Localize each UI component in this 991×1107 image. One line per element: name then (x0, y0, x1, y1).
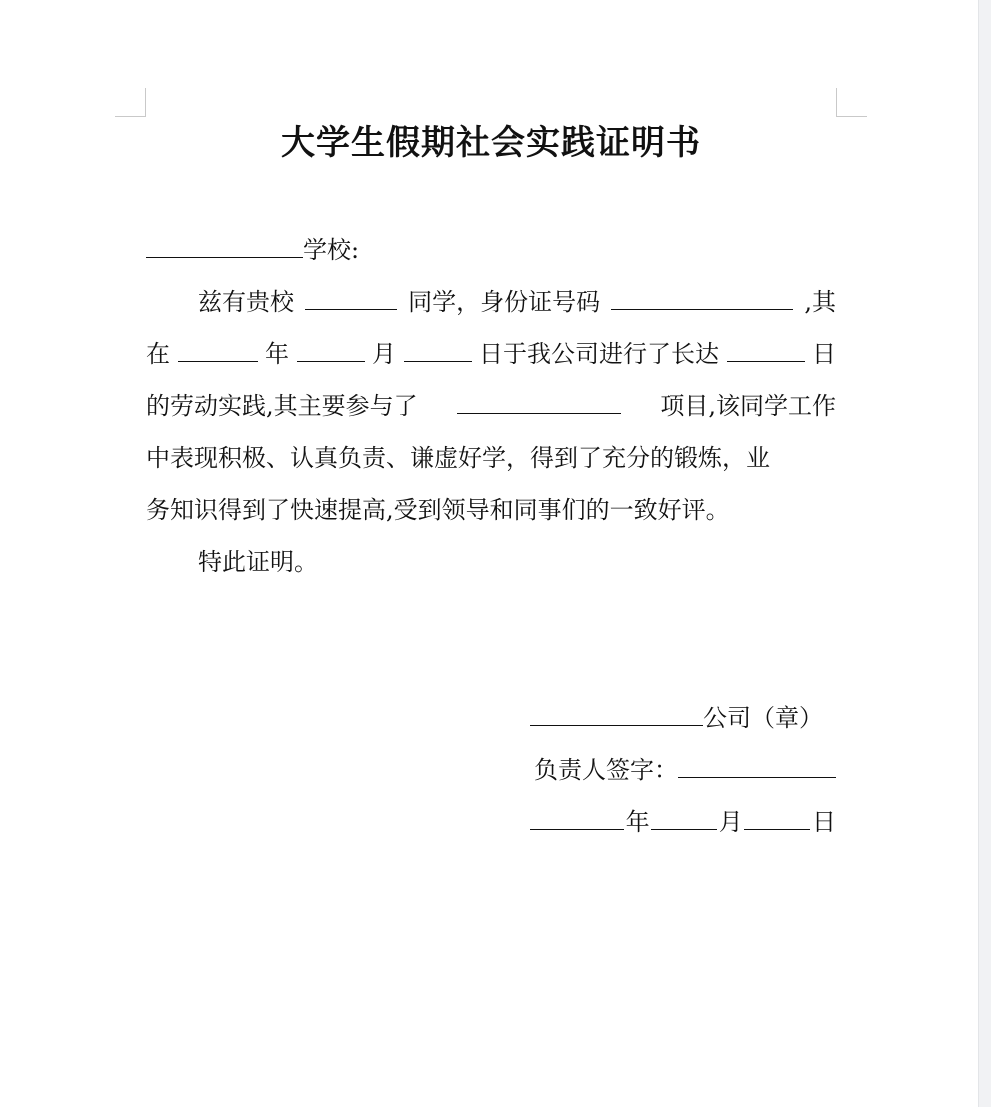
body-text: 日 (812, 340, 836, 368)
sign-year-label: 年 (625, 808, 650, 836)
school-line (146, 232, 836, 268)
sign-day-label: 日 (811, 808, 836, 836)
body-line-4: 中表现积极、认真负责、谦虚好学，得到了充分的锻炼，业 (146, 444, 770, 472)
sign-day-blank[interactable] (744, 805, 810, 830)
company-stamp-line (530, 700, 836, 736)
signer-signature-blank[interactable] (678, 753, 836, 778)
signature-date-line (530, 804, 836, 840)
sign-month-blank[interactable] (651, 805, 717, 830)
body-line-1 (146, 284, 836, 320)
company-stamp-label: 公司（章） (703, 704, 823, 732)
sign-year-blank[interactable] (530, 805, 624, 830)
vertical-scrollbar[interactable] (978, 0, 991, 1107)
student-name-blank[interactable] (305, 285, 397, 310)
body-text: 同学，身份证号码 (408, 288, 601, 316)
margin-corner-top-left (115, 88, 146, 117)
start-month-blank[interactable] (297, 337, 365, 362)
sign-month-label: 月 (718, 808, 743, 836)
company-name-blank[interactable] (530, 701, 703, 726)
start-year-blank[interactable] (178, 337, 258, 362)
body-text: 年 (265, 340, 289, 368)
start-day-blank[interactable] (404, 337, 472, 362)
body-text: 月 (372, 340, 396, 368)
project-name-blank[interactable] (457, 389, 621, 414)
body-line-2 (146, 336, 836, 372)
body-text: 项目,该同学工作 (660, 392, 836, 420)
body-text: 在 (146, 340, 170, 368)
signer-label: 负责人签字： (534, 756, 678, 784)
margin-corner-top-right (836, 88, 867, 117)
body-line-3 (146, 388, 836, 424)
body-line-5: 务知识得到了快速提高,受到领导和同事们的一致好评。 (146, 496, 730, 524)
id-number-blank[interactable] (611, 285, 793, 310)
body-text: 日于我公司进行了长达 (479, 340, 719, 368)
body-text: ,其 (804, 288, 836, 316)
body-line-6: 特此证明。 (198, 548, 318, 576)
body-text: 的劳动实践,其主要参与了 (146, 392, 418, 420)
duration-days-blank[interactable] (727, 337, 805, 362)
body-text: 兹有贵校 (198, 288, 294, 316)
document-title: 大学生假期社会实践证明书 (281, 123, 701, 163)
signer-line (530, 752, 836, 788)
school-label: 学校: (303, 236, 360, 264)
school-name-blank[interactable] (146, 233, 303, 258)
